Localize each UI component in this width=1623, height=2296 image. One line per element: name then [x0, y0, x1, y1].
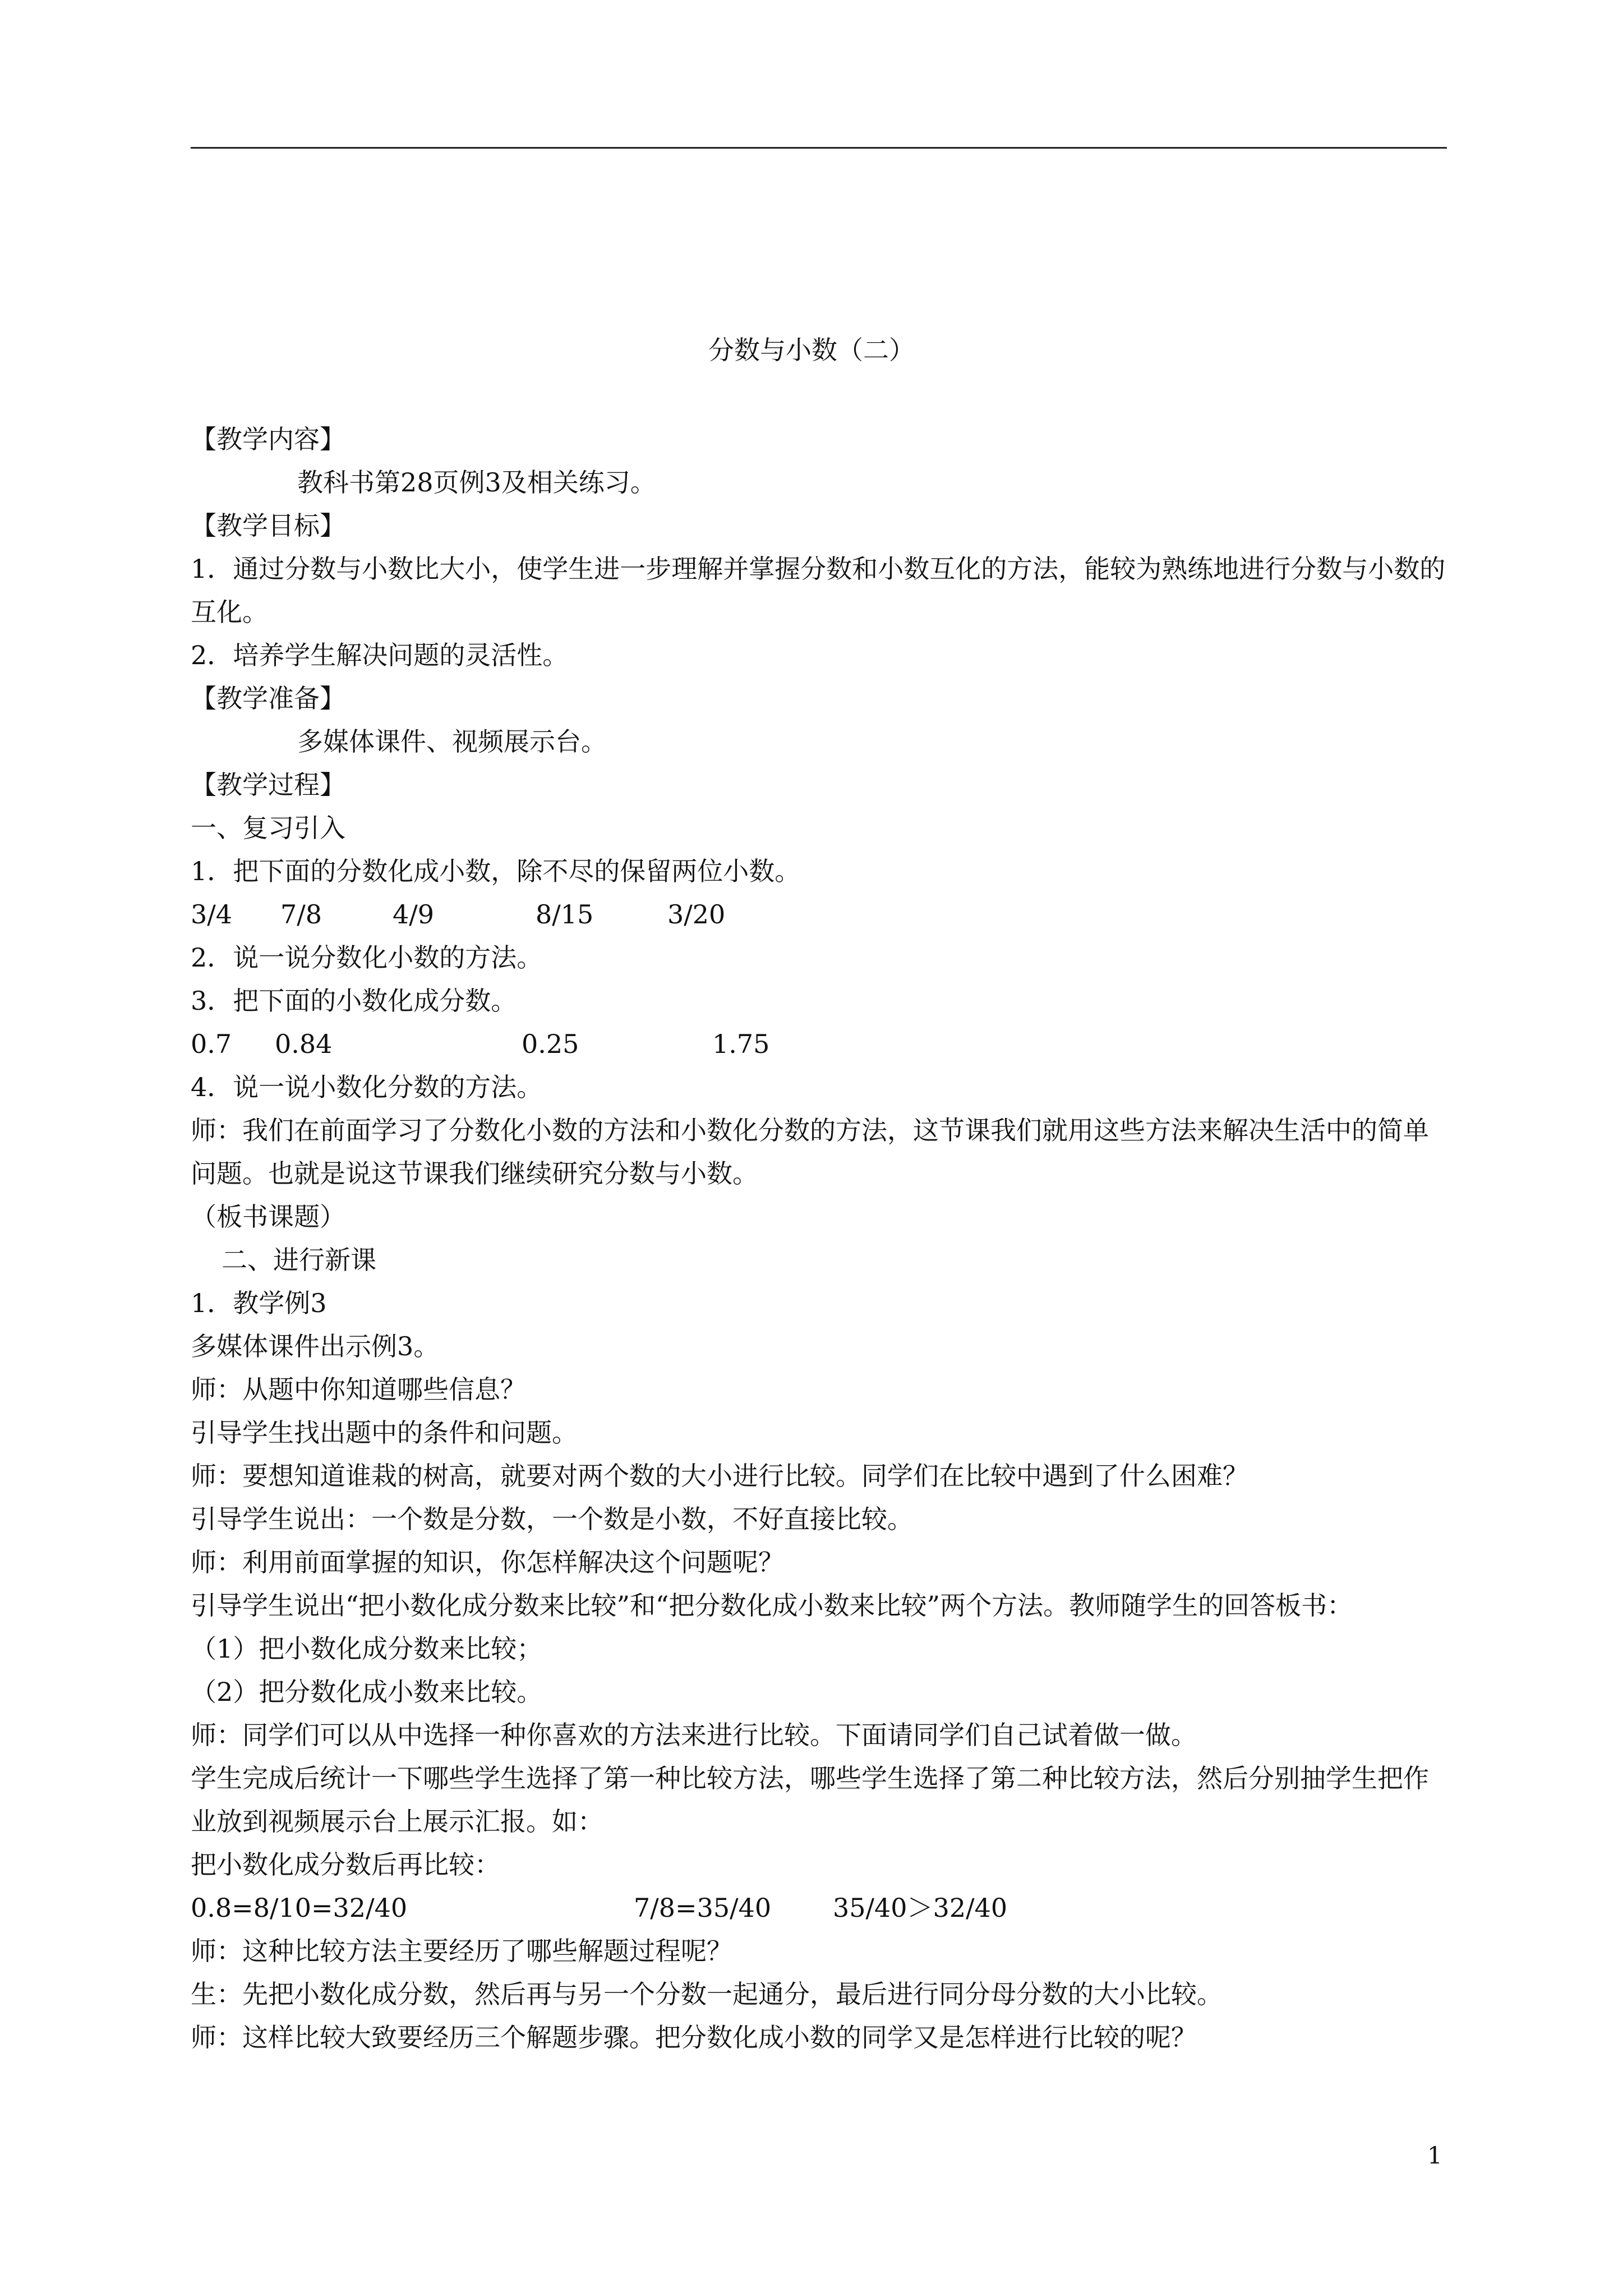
review-item-1: 1．把下面的分数化成小数，除不尽的保留两位小数。 — [191, 856, 801, 886]
content-text: 教科书第28页例3及相关练习。 — [297, 467, 656, 498]
paragraph: 引导学生找出题中的条件和问题。 — [191, 1418, 578, 1448]
comparison-item: 35/40＞32/40 — [833, 1893, 1008, 1923]
document-body — [191, 418, 1447, 2059]
paragraph: 师：这样比较大致要经历三个解题步骤。把分数化成小数的同学又是怎样进行比较的呢？ — [191, 2022, 1197, 2053]
goal-2: 2．培养学生解决问题的灵活性。 — [191, 640, 569, 670]
decimal-list — [191, 1023, 1447, 1066]
review-item-2: 2．说一说分数化小数的方法。 — [191, 942, 543, 973]
decimal-item: 1.75 — [712, 1029, 770, 1059]
paragraph: 引导学生说出：一个数是分数，一个数是小数，不好直接比较。 — [191, 1504, 913, 1534]
subsection-new-lesson: 二、进行新课 — [222, 1245, 376, 1275]
section-heading-content: 【教学内容】 — [191, 424, 345, 454]
fraction-item: 7/8 — [280, 899, 322, 930]
section-heading-preparation: 【教学准备】 — [191, 683, 345, 714]
paragraph: 生：先把小数化成分数，然后再与另一个分数一起通分，最后进行同分母分数的大小比较。 — [191, 1979, 1223, 2009]
method-2: （2）把分数化成小数来比较。 — [191, 1677, 543, 1707]
review-item-4: 4．说一说小数化分数的方法。 — [191, 1072, 543, 1102]
fraction-list — [191, 893, 1447, 936]
method-1: （1）把小数化成分数来比较； — [191, 1634, 543, 1664]
paragraph: 师：要想知道谁栽的树高，就要对两个数的大小进行比较。同学们在比较中遇到了什么困难？ — [191, 1461, 1248, 1491]
decimal-item: 0.84 — [275, 1029, 333, 1059]
preparation-text: 多媒体课件、视频展示台。 — [297, 726, 607, 757]
decimal-item: 0.7 — [191, 1029, 232, 1059]
teacher-intro: 师：我们在前面学习了分数化小数的方法和小数化分数的方法，这节课我们就用这些方法来解决生活中的简单问题。也就是说这节课我们继续研究分数与小数。 — [191, 1115, 1429, 1189]
comparison-item: 7/8=35/40 — [634, 1893, 772, 1923]
paragraph: 师：同学们可以从中选择一种你喜欢的方法来进行比较。下面请同学们自己试着做一做。 — [191, 1720, 1197, 1750]
paragraph: 学生完成后统计一下哪些学生选择了第一种比较方法，哪些学生选择了第二种比较方法，然后分别抽学生把作业放到视频展示台上展示汇报。如： — [191, 1763, 1429, 1837]
review-item-3: 3．把下面的小数化成分数。 — [191, 986, 517, 1016]
fraction-item: 4/9 — [393, 899, 435, 930]
paragraph: 把小数化成分数后再比较： — [191, 1849, 500, 1880]
document-title: 分数与小数（二） — [708, 335, 915, 365]
paragraph: 师：从题中你知道哪些信息？ — [191, 1374, 526, 1405]
section-heading-goals: 【教学目标】 — [191, 510, 345, 541]
paragraph: 师：这种比较方法主要经历了哪些解题过程呢？ — [191, 1936, 732, 1966]
paragraph: 多媒体课件出示例3。 — [191, 1331, 440, 1361]
board-title-note: （板书课题） — [191, 1202, 345, 1232]
example-heading: 1．教学例3 — [191, 1288, 327, 1318]
decimal-item: 0.25 — [522, 1029, 579, 1059]
paragraph: 引导学生说出“把小数化成分数来比较”和“把分数化成小数来比较”两个方法。教师随学生的回答板书： — [191, 1590, 1353, 1621]
paragraph: 师：利用前面掌握的知识，你怎样解决这个问题呢？ — [191, 1547, 784, 1577]
comparison-row — [191, 1887, 1447, 1930]
fraction-item: 3/20 — [667, 899, 726, 930]
section-heading-process: 【教学过程】 — [191, 770, 345, 800]
fraction-item: 3/4 — [191, 899, 233, 930]
fraction-item: 8/15 — [536, 899, 594, 930]
goal-1: 1．通过分数与小数比大小，使学生进一步理解并掌握分数和小数互化的方法，能较为熟练地进行分数与小数的互化。 — [191, 554, 1446, 627]
subsection-review: 一、复习引入 — [191, 813, 345, 843]
page-number: 1 — [1427, 2142, 1442, 2169]
comparison-item: 0.8=8/10=32/40 — [191, 1893, 408, 1923]
header-rule — [191, 147, 1447, 149]
